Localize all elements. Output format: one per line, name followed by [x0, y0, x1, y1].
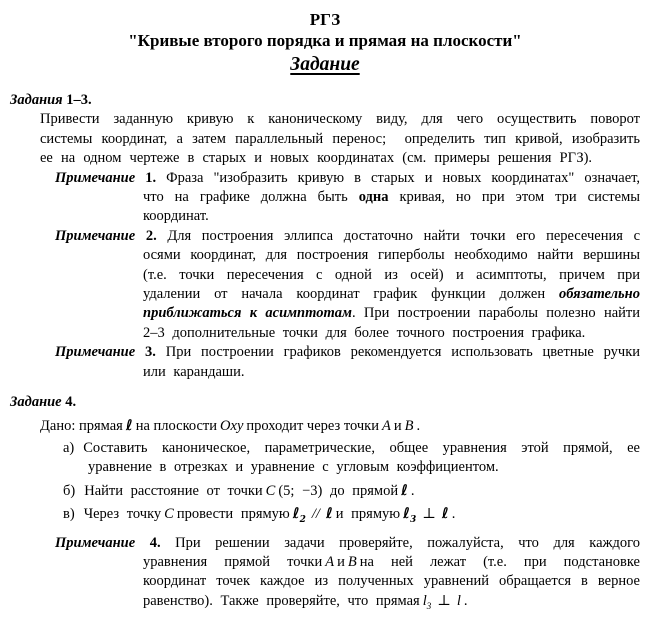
- point-c-symbol: C: [164, 506, 174, 523]
- doc-task-heading: [10, 52, 640, 77]
- item-v-text-3: и прямую: [335, 506, 401, 523]
- note-3-text: При построении графиков рекомендуется использовать цветные ручки или карандаши.: [143, 344, 641, 380]
- given-text-2: на плоскости: [135, 417, 218, 434]
- point-a-symbol: A: [325, 553, 335, 570]
- note-3-number: 3.: [135, 344, 166, 361]
- section-heading-word: Задания: [10, 92, 63, 108]
- script-l-symbol: ℓ: [441, 505, 449, 523]
- line-l3-symbol: [420, 593, 435, 609]
- note-2-text-end: . При построении параболы полезно найти 2–3 дополнительные точки для более точного построения графика.: [143, 305, 640, 341]
- perpendicular-symbol: ⊥: [437, 592, 451, 609]
- item-v-text-2: провести прямую: [176, 506, 290, 523]
- note-1: [55, 169, 640, 227]
- note-4-number: 4.: [135, 534, 176, 551]
- item-v-text-4: .: [451, 506, 456, 523]
- doc-title: РГЗ: [309, 10, 341, 29]
- note-1-label: Примечание: [55, 169, 136, 186]
- item-b-text-2: (5; −3) до прямой: [278, 482, 399, 499]
- item-a-text: Составить каноническое, параметрические, общее уравнения этой прямой, ее уравнение в отрезках и уравнение с угловым коэффициентом.: [83, 439, 640, 476]
- list-item-v: [63, 504, 640, 526]
- note-2-text: Для построения эллипса достаточно найти точки его пересечения с осями координат, для построения гиперболы необходимо найти вершины (т.е. точки пересечения с одной из осей) и асимптоты, причем при удалении от начала координат график функции должен: [143, 227, 640, 303]
- point-c-symbol: C: [265, 482, 276, 499]
- note-4-text-2: и: [337, 553, 345, 570]
- intro-paragraph: Привести заданную кривую к каноническому виду, для чего осуществить поворот системы координат, а затем параллельный перенос; определить тип кривой, изобразить ее на одном чертеже в старых и новых координатах (см. примеры решения РГЗ).: [40, 111, 640, 167]
- item-b-marker: б): [63, 482, 76, 499]
- given-text-3: проходит через точки: [246, 417, 379, 434]
- note-2-label: Примечание: [55, 227, 136, 244]
- script-l-symbol: ℓ: [325, 505, 333, 523]
- script-l3-symbol: [400, 505, 419, 526]
- note-4-text-3: на ней лежат (т.е. при подстановке координат точек каждое из полученных уравнений обращается в верное равенство). Также проверяйте, что прямая: [143, 553, 640, 609]
- note-2: [55, 227, 640, 343]
- script-l2-symbol: [290, 505, 309, 526]
- script-l3-glyph: ℓ: [403, 505, 410, 523]
- line-l-symbol: l: [456, 592, 461, 609]
- note-3-label: Примечание: [55, 344, 136, 361]
- note-1-text-end: кривая, но при этом три системы координат.: [143, 189, 640, 225]
- given-text-4: и: [393, 417, 402, 434]
- note-3: [55, 343, 641, 382]
- point-b-symbol: B: [347, 553, 357, 570]
- list-item-a: [63, 439, 640, 478]
- item-b-text-1: Найти расстояние от точки: [84, 482, 263, 499]
- script-l-symbol: ℓ: [125, 416, 133, 434]
- perpendicular-symbol: ⊥: [422, 506, 436, 523]
- doc-subtitle: "Кривые второго порядка и прямая на плоскости": [128, 31, 522, 50]
- given-statement: [40, 416, 640, 436]
- script-l-symbol: ℓ: [401, 481, 408, 499]
- section-heading-task-4: [10, 393, 640, 412]
- section-heading-tasks-1-3: [10, 91, 640, 110]
- note-1-bold-word: одна: [358, 189, 389, 206]
- script-l2-subscript: 2: [299, 515, 306, 526]
- item-a-marker: а): [63, 439, 75, 456]
- note-4: [55, 534, 640, 612]
- oxy-plane-symbol: Oxy: [220, 417, 244, 434]
- line-l3-glyph: l: [422, 592, 427, 609]
- task-4-heading-number: 4.: [61, 394, 77, 411]
- note-1-text: Фраза "изобразить кривую в старых и новых координатах" означает, что на графике должна быть: [143, 169, 640, 206]
- task-heading-text: Задание: [290, 54, 360, 75]
- note-1-number: 1.: [135, 169, 167, 186]
- note-4-text-4: .: [463, 592, 468, 609]
- given-text-1: Дано: прямая: [40, 417, 123, 434]
- script-l2-glyph: ℓ: [292, 505, 300, 523]
- line-l3-subscript: 3: [426, 600, 432, 611]
- item-v-marker: в): [63, 506, 75, 523]
- section-heading-number: 1–3.: [62, 92, 92, 108]
- note-2-emphasis: обязательно приближаться к асимптотам: [143, 286, 640, 322]
- point-a-symbol: A: [381, 417, 391, 434]
- item-v-text-1: Через точку: [83, 506, 162, 523]
- list-item-b: [63, 481, 640, 501]
- note-4-text-1: При решении задачи проверяйте, пожалуйста, что для каждого уравнения прямой точки: [143, 534, 640, 570]
- given-text-5: .: [416, 417, 421, 434]
- script-l3-subscript: 3: [409, 515, 417, 526]
- note-4-label: Примечание: [55, 534, 136, 551]
- point-b-symbol: B: [404, 417, 414, 434]
- task-4-heading-word: Задание: [10, 394, 62, 411]
- item-b-text-3: .: [410, 482, 415, 499]
- parallel-symbol: //: [311, 506, 320, 523]
- note-2-number: 2.: [135, 227, 168, 244]
